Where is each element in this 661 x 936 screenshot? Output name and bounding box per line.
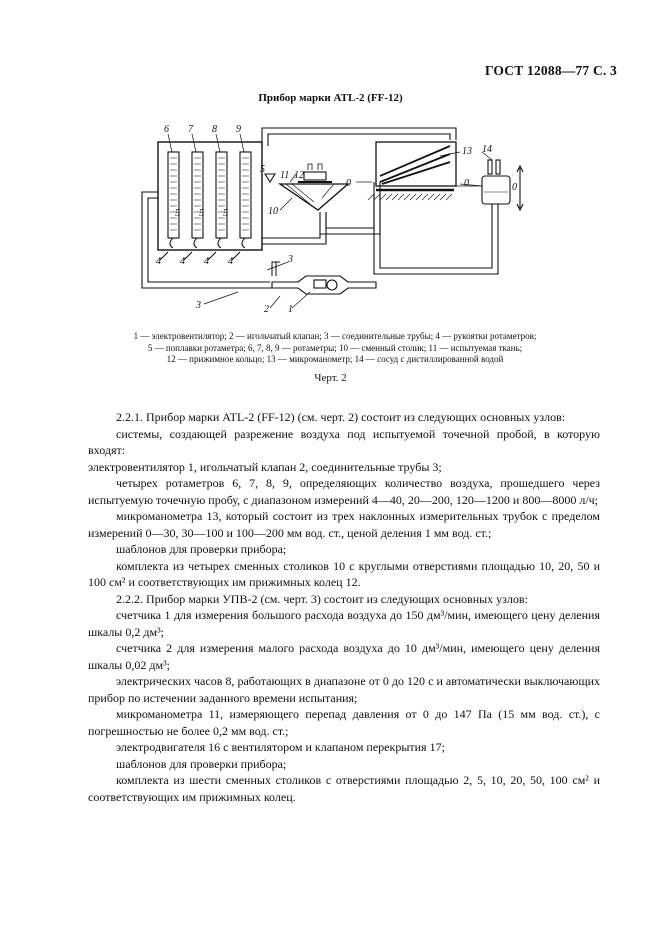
label-7: 7 (188, 124, 193, 135)
paragraph: системы, создающей разрежение воздуха под испытуемой точечной пробой, в которую входят: (88, 426, 600, 457)
caption-line: 5 — поплавки ротаметра; 6, 7, 8, 9 — ротаметры; 10 — сменный столик; 11 — испытуемая ткань; (147, 342, 523, 353)
caption-line: 12 — прижимное кольцо; 13 — микроманометр; 14 — сосуд с дистиллированной водой (166, 354, 504, 364)
label-14: 14 (482, 144, 492, 155)
paragraph: комплекта из четырех сменных столиков 10 с круглыми отверстиями площадью 10, 20, 50 и 100 см² и соответствующих им прижимных колец 12. (88, 558, 600, 589)
paragraph: шаблонов для проверки прибора; (116, 542, 287, 556)
paragraph: шаблонов для проверки прибора; (116, 756, 287, 771)
label-3a: 3 (288, 254, 293, 265)
label-12: 12 (294, 170, 304, 181)
label-4d: 4 (228, 256, 233, 267)
label-4a: 4 (156, 256, 161, 267)
paragraph: микроманометра 11, измеряющего перепад давления от 0 до 147 Па (15 мм вод. ст.), с погрешностью не более 0,2 мм вод. ст.; (88, 707, 600, 738)
label-0a: 0 (346, 178, 351, 189)
rotameter-tubes (168, 152, 251, 238)
figure-caption (70, 331, 600, 366)
label-6: 6 (164, 124, 169, 135)
paragraph: 2.2.1. Прибор марки ATL-2 (FF-12) (см. черт. 2) состоит из следующих основных узлов: (116, 410, 566, 424)
body-text (88, 409, 600, 805)
label-0b: 0 (464, 178, 469, 189)
label-4b: 4 (180, 256, 185, 267)
paragraph: электродвигателя 16 с вентилятором и клапаном перекрытия 17; (116, 740, 445, 754)
paragraph: электрических часов 8, работающих в диапазоне от 0 до 120 с и автоматически выключающих прибор по истечении заданного времени испытания; (88, 674, 600, 705)
paragraph: 2.2.2. Прибор марки УПВ-2 (см. черт. 3) состоит из следующих основных узлов: (116, 591, 528, 606)
label-2: 2 (264, 304, 269, 315)
paragraph: комплекта из шести сменных столиков с отверстиями площадью 2, 5, 10, 20, 50, 100 см² и соответствующих им прижимных колец. (88, 773, 600, 804)
label-11: 11 (280, 170, 290, 181)
label-8: 8 (212, 124, 217, 135)
label-1: 1 (288, 304, 293, 315)
label-10: 10 (268, 206, 278, 217)
label-4c: 4 (204, 256, 209, 267)
paragraph: электровентилятор 1, игольчатый клапан 2, соединительные трубы 3; (88, 459, 442, 474)
paragraph: микроманометра 13, который состоит из трех наклонных измерительных трубок с пределом измерений 0—30, 30—100 и 100—200 мм вод. ст., ценой деления 1 мм вод. ст.; (88, 509, 600, 540)
label-9: 9 (236, 124, 241, 135)
figure-title: Прибор марки ATL-2 (FF-12) (258, 92, 403, 104)
label-5a: 5 (175, 208, 180, 219)
caption-line: 1 — электровентилятор; 2 — игольчатый клапан; 3 — соединительные трубы; 4 — рукоятки ротаметров; (133, 331, 537, 341)
label-0c: 0 (512, 182, 517, 193)
paragraph: счетчика 2 для измерения малого расхода воздуха до 10 дм³/мин, имеющего цену деления шкалы 0,02 дм³; (88, 641, 600, 672)
page-header: ГОСТ 12088—77 С. 3 (484, 63, 617, 78)
label-5c: 5 (223, 208, 228, 219)
label-5d: 5 (260, 164, 265, 175)
paragraph: четырех ротаметров 6, 7, 8, 9, определяющих количество воздуха, прошедшего через испытуемую точечную пробу, с диапазоном измерений 4—40, 20—200, 120—1200 и 800—8000 л/ч; (88, 476, 600, 507)
paragraph: счетчика 1 для измерения большого расхода воздуха до 150 дм³/мин, имеющего цену деления шкалы 0,2 дм³; (88, 608, 600, 639)
figure-number: Черт. 2 (314, 372, 347, 384)
label-13: 13 (462, 146, 472, 157)
label-3b: 3 (196, 300, 201, 311)
device-schematic (120, 112, 550, 322)
label-5b: 5 (199, 208, 204, 219)
